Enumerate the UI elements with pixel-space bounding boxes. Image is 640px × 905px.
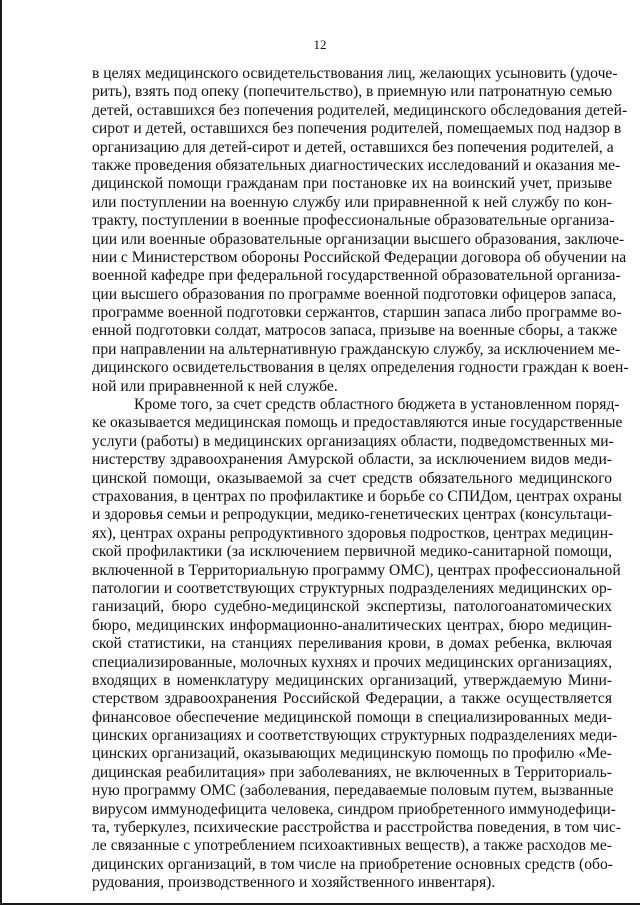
text-line: вирусом иммунодефицита человека, синдром приобретенного иммунодефици- [92,800,616,818]
text-line: ции или военные образовательные организации высшего образования, заключе- [92,230,625,248]
text-line: ной или приравненной к ней службе. [92,377,338,395]
text-line: бюро, медицинских информационно-аналитических центрах, бюро медицин- [92,616,612,634]
paragraph [92,396,623,893]
text-line: программе военной подготовки сержантов, старшин запаса либо программе во- [92,304,622,322]
text-line: цинских организациях и соответствующих структурных подразделениях меди- [92,727,618,745]
text-line: патологии и соответствующих структурных подразделениях медицинских ор- [92,579,612,597]
text-line: ганизаций, бюро судебно-медицинской экспертизы, патологоанатомических [92,598,612,616]
text-line: ции высшего образования по программе военной подготовки офицеров запаса, [92,285,617,303]
text-line: нии с Министерством обороны Российской Федерации договора об обучении на [92,248,627,266]
text-line: рудования, производственного и хозяйственного инвентаря). [92,874,496,892]
text-line: Кроме того, за счет средств областного бюджета в установленном поряд- [134,396,620,414]
text-line: ской статистики, на станциях переливания крови, в домах ребенка, включая [92,635,612,653]
text-line: включенной в Территориальную программу ОМС), центрах профессиональной [92,561,621,579]
text-line: также проведения обязательных диагностических исследований и оказания ме- [92,156,621,174]
text-line: в целях медицинского освидетельствования лиц, желающих усыновить (удоче- [92,65,618,82]
page-number: 12 [313,37,327,52]
text-line: ную программу ОМС (заболевания, передаваемые половым путем, вызванные [92,782,614,800]
text-line: та, туберкулез, психические расстройства и расстройства поведения, в том чис- [92,819,622,837]
text-line: енной подготовки солдат, матросов запаса, призыве на военные сборы, а также [92,322,618,340]
text-line: при направлении на альтернативную гражданскую службу, за исключением ме- [92,340,621,358]
text-line: специализированные, молочных кухнях и прочих медицинских организациях, [92,653,612,671]
text-line: и здоровья семьи и репродукции, медико-генетических центрах (консультаци- [92,506,612,524]
text-line: ке оказывается медицинская помощь и предоставляются иные государственные [92,414,623,432]
text-line: или поступлении на военную службу или приравненной к ней службу по кон- [92,193,612,211]
text-line: сирот и детей, оставшихся без попечения родителей, помещаемых под надзор в [92,120,622,138]
text-line: организацию для детей-сирот и детей, оставшихся без попечения родителей, а [92,138,614,156]
text-line: тракту, поступлении в военные профессиональные образовательные организа- [92,212,615,230]
text-line: нистерству здравоохранения Амурской области, за исключением видов меди- [92,451,612,469]
text-line: дицинского освидетельствования в целях определения годности граждан к воен- [92,359,629,377]
text-line: страхования, в центрах по профилактике и борьбе со СПИДом, центрах охраны [92,487,622,505]
text-line: дицинских организаций, в том числе на приобретение основных средств (обо- [92,855,613,873]
text-line: дицинская реабилитация» при заболеваниях, не включенных в Территориаль- [92,763,612,781]
text-line: стерством здравоохранения Российской Федерации, а также осуществляется [92,690,612,708]
text-line: ях), центрах охраны репродуктивного здоровья подростков, центрах медицин- [92,524,614,542]
text-line: цинской помощи, оказываемой за счет средств обязательного медицинского [92,469,612,487]
text-line: дицинской помощи гражданам при постановке их на воинский учет, призыве [92,175,612,193]
text-line: детей, оставшихся без попечения родителей, медицинского обследования детей- [92,101,628,119]
text-line: ской профилактики (за исключением первичной медико-санитарной помощи, [92,543,612,561]
text-line: рить), взять под опеку (попечительство), в приемную или патронатную семью [92,83,613,101]
text-line: ле связанные с употреблением психоактивных веществ), а также расходов ме- [92,837,612,855]
text-line: финансовое обеспечение медицинской помощи в специализированных меди- [92,708,612,726]
text-line: входящих в номенклатуру медицинских организаций, утверждаемую Мини- [92,671,612,689]
paragraph [92,65,629,396]
text-line: военной кафедре при федеральной государственной образовательной организа- [92,267,621,285]
text-line: услуги (работы) в медицинских организациях области, подведомственных ми- [92,432,614,450]
text-line: цинских организаций, оказывающих медицинскую помощь по профилю «Ме- [92,745,612,763]
document-body [92,65,629,893]
